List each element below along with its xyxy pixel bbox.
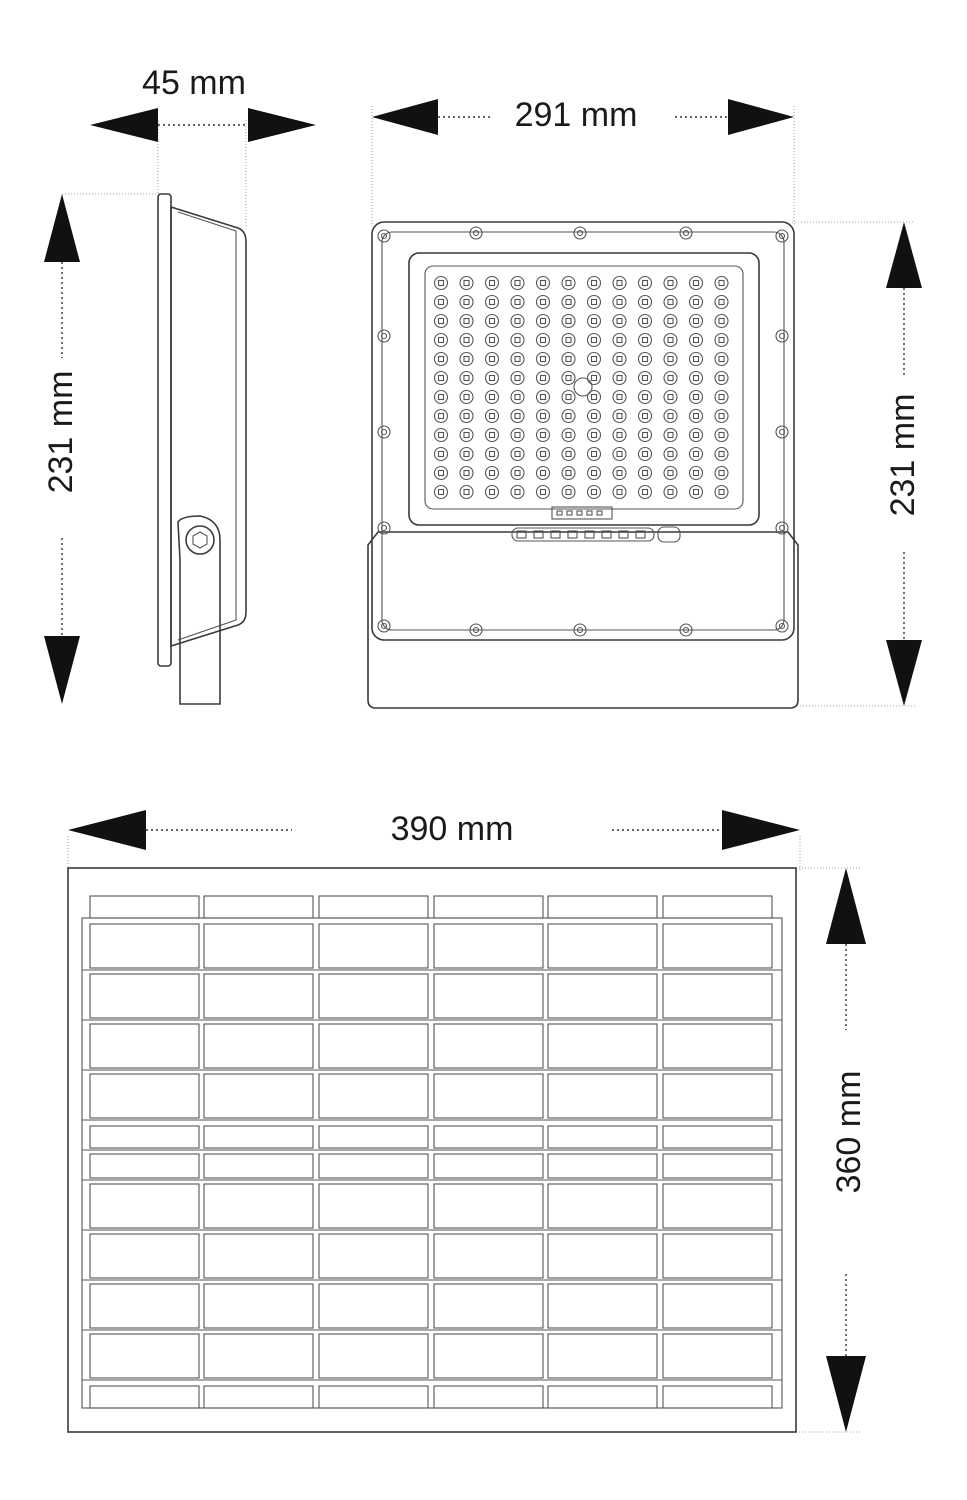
solar-cell <box>663 1234 772 1278</box>
solar-cell <box>90 924 199 968</box>
arrow-right-icon <box>728 99 794 135</box>
arrow-left-icon <box>372 99 438 135</box>
led-icon <box>715 315 728 328</box>
led-icon <box>715 277 728 290</box>
bracket-bolt-icon <box>186 526 214 554</box>
led-icon <box>562 277 575 290</box>
solar-cell <box>434 1024 543 1068</box>
led-icon <box>664 410 677 423</box>
led-icon <box>715 448 728 461</box>
solar-cell <box>663 1334 772 1378</box>
led-icon <box>486 429 499 442</box>
solar-cell <box>319 1334 428 1378</box>
solar-cell <box>204 1234 313 1278</box>
arrow-right-icon <box>722 810 800 850</box>
led-array <box>435 277 729 499</box>
led-icon <box>537 334 550 347</box>
led-icon <box>588 486 601 499</box>
solar-cell <box>90 1184 199 1228</box>
led-icon <box>613 353 626 366</box>
solar-cell <box>90 1386 199 1408</box>
led-icon <box>639 334 652 347</box>
led-icon <box>613 486 626 499</box>
led-icon <box>715 429 728 442</box>
screw-icon <box>680 227 692 239</box>
solar-cell <box>663 1126 772 1148</box>
led-icon <box>690 391 703 404</box>
solar-cell <box>319 1386 428 1408</box>
led-icon <box>613 391 626 404</box>
led-icon <box>664 486 677 499</box>
led-icon <box>664 277 677 290</box>
led-icon <box>435 334 448 347</box>
led-icon <box>715 353 728 366</box>
led-icon <box>639 486 652 499</box>
led-icon <box>639 353 652 366</box>
led-icon <box>690 467 703 480</box>
led-icon <box>562 467 575 480</box>
solar-cell <box>434 896 543 918</box>
dimension-label: 45 mm <box>142 64 246 102</box>
solar-cell <box>663 974 772 1018</box>
led-icon <box>537 391 550 404</box>
led-icon <box>486 315 499 328</box>
solar-cell <box>90 1334 199 1378</box>
led-icon <box>537 315 550 328</box>
solar-panel-view <box>68 810 868 1432</box>
led-icon <box>486 448 499 461</box>
arrow-up-icon <box>886 222 922 288</box>
solar-cell <box>319 1284 428 1328</box>
led-icon <box>664 353 677 366</box>
led-icon <box>562 334 575 347</box>
solar-cell <box>663 1284 772 1328</box>
led-icon <box>460 486 473 499</box>
led-icon <box>690 486 703 499</box>
led-icon <box>486 334 499 347</box>
led-icon <box>588 315 601 328</box>
solar-cell <box>434 1234 543 1278</box>
solar-cell <box>319 1126 428 1148</box>
led-icon <box>588 296 601 309</box>
led-icon <box>511 391 524 404</box>
floodlight-side-profile <box>158 194 246 704</box>
led-icon <box>613 410 626 423</box>
side-view <box>42 64 316 704</box>
solar-cell <box>204 974 313 1018</box>
led-icon <box>511 296 524 309</box>
led-icon <box>460 315 473 328</box>
led-icon <box>690 315 703 328</box>
solar-cell <box>548 1386 657 1408</box>
led-icon <box>486 391 499 404</box>
led-icon <box>435 372 448 385</box>
solar-cell <box>204 896 313 918</box>
dimension-label: 360 mm <box>830 1070 868 1194</box>
solar-cell <box>204 924 313 968</box>
solar-cell <box>90 1074 199 1118</box>
led-icon <box>537 429 550 442</box>
solar-cell <box>90 1234 199 1278</box>
dimension-front-width <box>372 96 794 224</box>
led-icon <box>588 277 601 290</box>
solar-cell <box>90 896 199 918</box>
arrow-down-icon <box>44 636 80 704</box>
led-icon <box>664 448 677 461</box>
led-icon <box>588 448 601 461</box>
solar-cell <box>434 1334 543 1378</box>
solar-cell <box>204 1284 313 1328</box>
led-icon <box>588 334 601 347</box>
led-icon <box>613 372 626 385</box>
solar-cell <box>90 1024 199 1068</box>
arrow-left-icon <box>68 810 146 850</box>
solar-cell <box>204 1154 313 1178</box>
solar-cell <box>434 924 543 968</box>
led-icon <box>486 372 499 385</box>
dimension-panel-height <box>796 868 868 1432</box>
led-icon <box>460 353 473 366</box>
solar-cell <box>319 1154 428 1178</box>
solar-cell <box>548 1154 657 1178</box>
led-icon <box>690 277 703 290</box>
led-icon <box>435 410 448 423</box>
led-icon <box>460 448 473 461</box>
led-icon <box>537 372 550 385</box>
solar-cell <box>434 1184 543 1228</box>
led-icon <box>486 277 499 290</box>
solar-cell <box>319 974 428 1018</box>
led-icon <box>588 353 601 366</box>
dimension-side-depth <box>90 64 316 228</box>
sensor-icon <box>574 378 592 396</box>
solar-cell <box>434 1154 543 1178</box>
led-icon <box>690 296 703 309</box>
solar-cell <box>548 1284 657 1328</box>
dimension-panel-width <box>68 810 800 870</box>
led-icon <box>511 353 524 366</box>
solar-cell <box>663 896 772 918</box>
led-icon <box>715 486 728 499</box>
solar-cell <box>204 1126 313 1148</box>
dimension-label: 291 mm <box>514 96 638 134</box>
led-icon <box>613 467 626 480</box>
led-icon <box>664 467 677 480</box>
led-icon <box>511 410 524 423</box>
led-icon <box>537 353 550 366</box>
led-icon <box>639 315 652 328</box>
led-icon <box>435 429 448 442</box>
solar-cell <box>204 1386 313 1408</box>
led-icon <box>537 277 550 290</box>
led-icon <box>639 467 652 480</box>
led-icon <box>613 448 626 461</box>
dimension-label: 231 mm <box>42 370 80 494</box>
solar-cell <box>204 1184 313 1228</box>
led-icon <box>486 296 499 309</box>
led-icon <box>562 391 575 404</box>
led-icon <box>435 315 448 328</box>
solar-cell <box>548 1074 657 1118</box>
led-icon <box>588 410 601 423</box>
led-icon <box>511 372 524 385</box>
led-icon <box>690 353 703 366</box>
solar-cell <box>663 924 772 968</box>
led-icon <box>613 334 626 347</box>
led-icon <box>511 334 524 347</box>
solar-cell <box>204 1024 313 1068</box>
led-icon <box>460 372 473 385</box>
led-icon <box>715 372 728 385</box>
led-icon <box>690 410 703 423</box>
solar-cell <box>548 1126 657 1148</box>
led-icon <box>664 334 677 347</box>
front-view <box>368 96 922 708</box>
led-icon <box>639 277 652 290</box>
led-icon <box>460 277 473 290</box>
led-icon <box>460 296 473 309</box>
led-icon <box>715 467 728 480</box>
solar-cell <box>663 1184 772 1228</box>
solar-cell <box>319 1024 428 1068</box>
led-icon <box>435 296 448 309</box>
screw-icon <box>378 330 390 342</box>
screw-icon <box>574 227 586 239</box>
led-icon <box>715 391 728 404</box>
led-icon <box>486 410 499 423</box>
led-icon <box>435 353 448 366</box>
led-icon <box>486 467 499 480</box>
led-icon <box>486 486 499 499</box>
led-icon <box>460 429 473 442</box>
solar-cell <box>319 1074 428 1118</box>
led-icon <box>613 277 626 290</box>
led-icon <box>460 467 473 480</box>
dimension-label: 231 mm <box>884 393 922 517</box>
led-icon <box>511 486 524 499</box>
led-icon <box>460 410 473 423</box>
led-icon <box>562 296 575 309</box>
led-icon <box>588 391 601 404</box>
led-icon <box>588 467 601 480</box>
led-icon <box>715 334 728 347</box>
led-icon <box>537 467 550 480</box>
led-icon <box>511 467 524 480</box>
led-icon <box>435 277 448 290</box>
solar-cell <box>548 1334 657 1378</box>
led-icon <box>435 467 448 480</box>
solar-cell <box>434 1284 543 1328</box>
led-icon <box>537 410 550 423</box>
led-icon <box>690 429 703 442</box>
solar-cell <box>204 1334 313 1378</box>
led-icon <box>613 296 626 309</box>
led-icon <box>690 448 703 461</box>
solar-cell <box>548 924 657 968</box>
led-icon <box>562 429 575 442</box>
solar-cell <box>319 1234 428 1278</box>
led-icon <box>690 334 703 347</box>
arrow-up-icon <box>826 868 866 944</box>
screw-icon <box>776 426 788 438</box>
solar-cell <box>548 896 657 918</box>
arrow-right-icon <box>248 108 316 142</box>
led-icon <box>715 296 728 309</box>
led-icon <box>639 296 652 309</box>
arrow-down-icon <box>886 640 922 706</box>
led-icon <box>562 315 575 328</box>
led-icon <box>511 315 524 328</box>
solar-cell <box>663 1074 772 1118</box>
led-icon <box>639 391 652 404</box>
dimension-label: 390 mm <box>390 810 514 848</box>
led-icon <box>486 353 499 366</box>
led-icon <box>613 429 626 442</box>
solar-cell <box>548 1184 657 1228</box>
solar-cell <box>548 974 657 1018</box>
solar-cell <box>319 1184 428 1228</box>
solar-cell <box>663 1386 772 1408</box>
solar-cell <box>434 974 543 1018</box>
led-icon <box>562 410 575 423</box>
solar-cells-grid <box>82 896 782 1408</box>
arrow-left-icon <box>90 108 158 142</box>
led-icon <box>435 486 448 499</box>
led-icon <box>562 448 575 461</box>
led-icon <box>639 372 652 385</box>
led-icon <box>562 486 575 499</box>
led-icon <box>613 315 626 328</box>
led-icon <box>690 372 703 385</box>
solar-cell <box>90 1126 199 1148</box>
led-icon <box>562 372 575 385</box>
screw-icon <box>378 426 390 438</box>
switch-icon <box>658 527 680 542</box>
led-icon <box>511 448 524 461</box>
solar-cell <box>663 1154 772 1178</box>
led-icon <box>639 410 652 423</box>
led-icon <box>537 296 550 309</box>
led-icon <box>664 315 677 328</box>
led-icon <box>435 391 448 404</box>
led-icon <box>664 391 677 404</box>
solar-cell <box>548 1024 657 1068</box>
led-icon <box>664 296 677 309</box>
led-icon <box>511 429 524 442</box>
solar-cell <box>90 1284 199 1328</box>
dimension-side-height <box>42 194 160 704</box>
solar-cell <box>319 896 428 918</box>
led-icon <box>715 410 728 423</box>
led-icon <box>639 448 652 461</box>
solar-cell <box>548 1234 657 1278</box>
solar-cell <box>434 1074 543 1118</box>
solar-cell <box>434 1386 543 1408</box>
led-icon <box>588 372 601 385</box>
solar-cell <box>434 1126 543 1148</box>
arrow-down-icon <box>826 1356 866 1432</box>
screw-icon <box>470 227 482 239</box>
solar-cell <box>204 1074 313 1118</box>
led-icon <box>460 391 473 404</box>
led-icon <box>537 486 550 499</box>
screw-icon <box>776 330 788 342</box>
led-icon <box>588 429 601 442</box>
led-icon <box>511 277 524 290</box>
floodlight-front-housing <box>368 222 798 708</box>
solar-cell <box>319 924 428 968</box>
dimension-front-height <box>792 222 922 706</box>
led-icon <box>639 429 652 442</box>
solar-cell <box>90 974 199 1018</box>
led-icon <box>664 372 677 385</box>
led-icon <box>664 429 677 442</box>
solar-cell <box>90 1154 199 1178</box>
led-icon <box>435 448 448 461</box>
solar-cell <box>663 1024 772 1068</box>
led-icon <box>562 353 575 366</box>
arrow-up-icon <box>44 194 80 262</box>
led-icon <box>537 448 550 461</box>
led-icon <box>460 334 473 347</box>
